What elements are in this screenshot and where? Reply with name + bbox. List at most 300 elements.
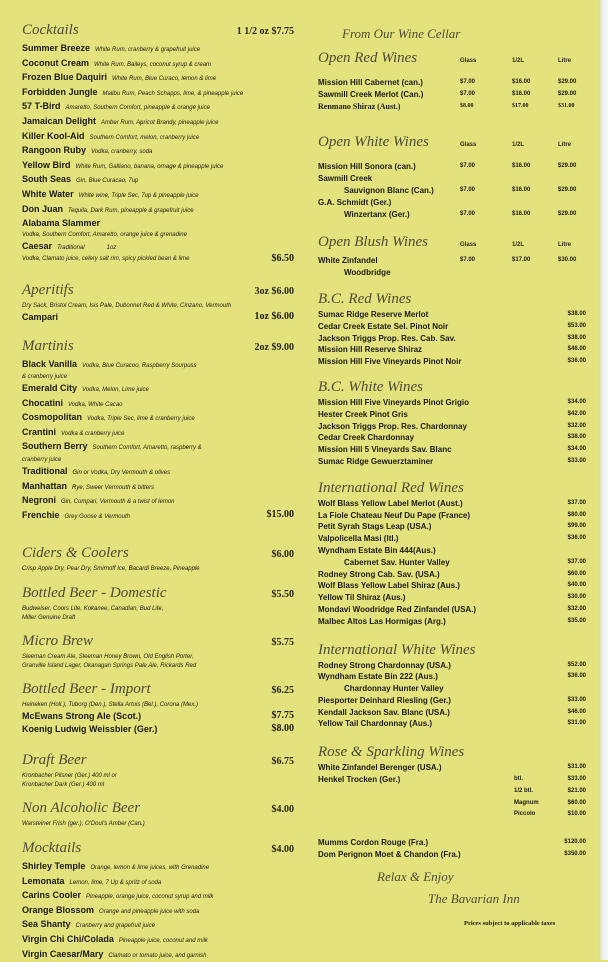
wine-row bbox=[318, 89, 590, 101]
wine-price: $60.00 bbox=[567, 570, 586, 577]
menu-item-continued bbox=[22, 455, 294, 465]
item-name: Cosmopolitan bbox=[22, 412, 82, 423]
wine-row bbox=[318, 786, 590, 798]
item-name: Rangoon Ruby bbox=[22, 145, 86, 156]
wine-price-glass: $7.00 bbox=[460, 163, 476, 170]
non-alcoholic-beer-section bbox=[22, 798, 294, 829]
item-description: Southern Comfort, melon, cranberry juice bbox=[89, 134, 200, 141]
item-size: 1oz bbox=[106, 244, 117, 251]
item-text bbox=[22, 710, 266, 723]
item-name: Killer Kool-Aid bbox=[22, 130, 85, 141]
ciders-section bbox=[22, 543, 294, 574]
item-text bbox=[22, 144, 288, 159]
bc_white-heading bbox=[318, 377, 590, 397]
wine-name: Jackson Triggs Prop. Res. Chardonnay bbox=[318, 421, 467, 431]
nonalc-price: $4.00 bbox=[271, 804, 294, 816]
menu-item bbox=[22, 173, 294, 188]
item-description: Vodka, White Cacao bbox=[68, 401, 123, 408]
open_white-heading bbox=[318, 132, 590, 155]
wine-bottle-size: btl. bbox=[514, 776, 523, 783]
item-text bbox=[22, 480, 288, 495]
import-description: Heineken (Holl.), Tuborg (Den.), Stella Artois (Bel.), Corona (Mex.) bbox=[22, 702, 199, 709]
item-text bbox=[22, 465, 288, 480]
wine-name: Cedar Creek Chardonnay bbox=[318, 433, 415, 443]
wine-name: Renmano Shiraz (Aust.) bbox=[318, 101, 401, 111]
item-text bbox=[22, 57, 288, 72]
cocktails-section bbox=[22, 20, 294, 264]
item-name: Traditional bbox=[22, 466, 68, 477]
column-header-glass: Glass bbox=[460, 142, 477, 149]
menu-item bbox=[22, 509, 294, 524]
wine-name: Petit Syrah Stags Leap (USA.) bbox=[318, 522, 432, 532]
item-text bbox=[22, 203, 288, 218]
cocktails-title: Cocktails bbox=[22, 22, 79, 38]
intl_red-title: International Red Wines bbox=[318, 479, 464, 496]
wine-price: $33.00 bbox=[567, 696, 586, 703]
item-description: Southern Comfort, Amaretto, raspberry & bbox=[92, 445, 202, 452]
wine-name: Cabernet Sav. Hunter Valley bbox=[344, 557, 450, 567]
wine-row bbox=[318, 510, 590, 522]
item-description: Pineapple, orange juice, coconut syrup and milk bbox=[86, 894, 214, 901]
wine-name bbox=[318, 809, 514, 821]
menu-item bbox=[22, 358, 294, 373]
wine-name: Rodney Strong Cab. Sav. (USA.) bbox=[318, 569, 440, 579]
item-text bbox=[22, 159, 288, 174]
menu-item bbox=[22, 115, 294, 130]
item-description: White Rum, cranberry & grapefruit juice bbox=[95, 47, 201, 53]
item-name: Don Juan bbox=[22, 203, 64, 214]
wine-row bbox=[318, 837, 590, 849]
menu-item bbox=[22, 426, 294, 441]
wine-price-half-litre bbox=[512, 267, 558, 279]
item-description-cont: & cranberry juice bbox=[22, 374, 68, 381]
wine-price: $40.00 bbox=[567, 582, 586, 589]
item-description: Vodka, Blue Curacoo, Raspberry Sourpuss bbox=[82, 362, 197, 369]
item-description: Vodka & cranberry juice bbox=[61, 430, 125, 437]
item-description: Vodka, Triple Sec, lime & cranberry juice bbox=[87, 416, 195, 423]
wine-row bbox=[318, 255, 590, 267]
aperitifs-price: 3oz $6.00 bbox=[254, 286, 294, 298]
item-text bbox=[22, 918, 288, 933]
wine-name: Woodbridge bbox=[344, 268, 391, 278]
wine-price: $46.00 bbox=[567, 346, 586, 353]
draft-description: Kronbacher Pilsner (Ger.) 400 ml or bbox=[22, 773, 117, 780]
ciders-title: Ciders & Coolers bbox=[22, 545, 129, 562]
menu-item bbox=[22, 217, 294, 230]
draft-title: Draft Beer bbox=[22, 752, 87, 769]
wine-bottle-size: Magnum bbox=[514, 799, 539, 806]
item-description: Orange and pineapple juice with soda bbox=[99, 908, 200, 915]
wine-row bbox=[318, 671, 590, 683]
menu-item bbox=[22, 494, 294, 509]
item-text bbox=[22, 889, 288, 904]
international-red-wines-section bbox=[318, 478, 590, 628]
wine-name: Henkel Trocken (Ger.) bbox=[318, 775, 401, 785]
intl_white-title: International White Wines bbox=[318, 641, 476, 658]
wine-row bbox=[318, 498, 590, 510]
menu-item bbox=[22, 159, 294, 174]
wine-price: $21.00 bbox=[567, 787, 586, 794]
item-description-cont: cranberry juice bbox=[22, 457, 62, 464]
item-name: Summer Breeze bbox=[22, 43, 91, 53]
item-description: Orange, lemon & lime juices, with Grenadine bbox=[90, 864, 210, 871]
nonalc-heading bbox=[22, 798, 294, 820]
domestic-heading bbox=[22, 583, 294, 605]
wine-price: $30.00 bbox=[567, 594, 586, 601]
wine-name: Valpolicella Masi (Itl.) bbox=[318, 534, 399, 544]
wine-price: $60.00 bbox=[567, 799, 586, 806]
item-description: Vodka, cranberry, soda bbox=[91, 149, 153, 156]
wine-name: Wyndham Estate Bin 222 (Aus.) bbox=[318, 672, 438, 682]
wine-name: Piesporter Deinhard Riesling (Ger.) bbox=[318, 695, 451, 705]
menu-item-continued bbox=[22, 254, 294, 264]
wine-row bbox=[318, 209, 590, 221]
wine-price-half-litre: $16.00 bbox=[512, 210, 531, 217]
wine-name: Yellow Tail Chardonnay (Aus.) bbox=[318, 719, 433, 729]
wine-row bbox=[318, 545, 590, 557]
item-text bbox=[22, 358, 288, 373]
wine-price-half-litre: $16.00 bbox=[512, 79, 531, 85]
menu-item bbox=[22, 311, 294, 324]
micro-brew-section bbox=[22, 631, 294, 670]
item-price: $6.50 bbox=[271, 253, 294, 265]
wine-price-half-litre bbox=[512, 197, 558, 209]
item-text bbox=[22, 130, 288, 145]
item-description: Vodka, Melon, Lime juice bbox=[82, 387, 149, 394]
bc_white-title: B.C. White Wines bbox=[318, 378, 423, 395]
item-description: Cranberry and grapefruit juice bbox=[75, 923, 155, 930]
wine-row bbox=[318, 421, 590, 433]
relax-enjoy: Relax & Enjoy bbox=[377, 868, 454, 884]
micro-description: Sleeman Cream Ale, Sleeman Honey Brown, Old English Porter, bbox=[22, 654, 194, 661]
item-description: White Rum, Blue Curaco, lemon & lime bbox=[112, 76, 217, 83]
martinis-section bbox=[22, 336, 294, 524]
wine-row bbox=[318, 409, 590, 421]
item-description: White Rum, Galliano, banana, ornage & pineapple juice bbox=[75, 163, 224, 170]
item-description: Clamato or tomato juice, and garnish bbox=[108, 952, 207, 959]
item-description: Gin, Compari, Vermouth & a twist of lemon bbox=[61, 499, 175, 506]
item-name: Crantini bbox=[22, 426, 57, 437]
wine-row bbox=[318, 809, 590, 821]
item-name: Alabama Slammer bbox=[22, 218, 101, 229]
import-beer-section bbox=[22, 679, 294, 735]
wine-price bbox=[550, 683, 590, 695]
wine-row bbox=[318, 101, 590, 113]
wine-row bbox=[318, 397, 590, 409]
import-heading bbox=[22, 679, 294, 701]
wine-price-litre bbox=[558, 267, 590, 279]
item-name: Chocatini bbox=[22, 397, 64, 408]
item-text bbox=[22, 440, 288, 455]
wine-price: $42.00 bbox=[567, 410, 586, 417]
cocktails-price: 1 1/2 oz $7.75 bbox=[236, 26, 294, 37]
micro-price: $5.75 bbox=[271, 637, 294, 649]
import-price: $6.25 bbox=[271, 685, 294, 697]
wine-price: $37.00 bbox=[567, 499, 586, 506]
wine-name: G.A. Schmidt (Ger.) bbox=[318, 197, 392, 207]
wine-price-half-litre: $16.00 bbox=[512, 90, 531, 97]
wine-row bbox=[318, 161, 590, 173]
wine-row bbox=[318, 309, 590, 321]
wine-name: Sawmill Creek Merlot (Can.) bbox=[318, 89, 424, 99]
item-name: Virgin Chi Chi/Colada bbox=[22, 933, 114, 944]
wine-price-glass: $7.00 bbox=[460, 90, 476, 97]
wine-price: $350.00 bbox=[564, 851, 586, 858]
wine-price-glass: $7.00 bbox=[460, 257, 476, 264]
item-name: Sea Shanty bbox=[22, 919, 71, 930]
item-name: Coconut Cream bbox=[22, 57, 90, 68]
menu-item bbox=[22, 382, 294, 397]
item-description: Lemon, lime, 7 Up & spritz of soda bbox=[69, 879, 162, 886]
wine-price-glass: $8.00 bbox=[460, 102, 474, 109]
wine-price-litre: $29.00 bbox=[558, 79, 577, 85]
martinis-price: 2oz $9.00 bbox=[254, 341, 294, 353]
bc-white-wines-section bbox=[318, 377, 590, 468]
item-name: Forbidden Jungle bbox=[22, 86, 98, 97]
wine-name: Cedar Creek Estate Sel. Pinot Noir bbox=[318, 321, 449, 331]
item-description: Amber Rum, Apricot Brandy, pineapple juice bbox=[101, 119, 219, 126]
aperitifs-title: Aperitifs bbox=[22, 282, 74, 299]
wine-name: Mission Hill Reserve Shiraz bbox=[318, 345, 423, 355]
wine-cellar-title: From Our Wine Cellar bbox=[342, 26, 461, 41]
item-text bbox=[22, 875, 288, 890]
item-description: Traditional bbox=[57, 244, 85, 251]
micro-heading bbox=[22, 631, 294, 653]
item-name: Jamaican Delight bbox=[22, 115, 97, 126]
column-header-litre: Litre bbox=[558, 58, 572, 64]
micro-description-2: Granville Island Lager, Okanagan Springs Pale Ale, Rickards Red bbox=[22, 662, 197, 669]
item-text bbox=[22, 904, 288, 919]
wine-name: Wolf Blass Yellow Label Merlot (Aust.) bbox=[318, 498, 463, 508]
wine-name: Kendall Jackson Sav. Blanc (USA.) bbox=[318, 707, 450, 717]
wine-price: $38.00 bbox=[567, 434, 586, 441]
wine-price: $36.00 bbox=[567, 535, 586, 542]
column-header-glass: Glass bbox=[460, 58, 477, 64]
wine-price: $35.00 bbox=[567, 617, 586, 624]
wine-price-half-litre: $17.00 bbox=[512, 257, 531, 264]
item-name: Campari bbox=[22, 311, 59, 322]
wine-row bbox=[318, 707, 590, 719]
open_red-heading bbox=[318, 48, 590, 71]
wine-name: White Zinfandel Berenger (USA.) bbox=[318, 763, 442, 773]
wine-name bbox=[318, 798, 514, 810]
menu-item bbox=[22, 86, 294, 101]
aperitifs-section bbox=[22, 280, 294, 323]
wine-price-litre: $31.00 bbox=[558, 102, 575, 109]
open-red-wines-section bbox=[318, 48, 590, 112]
item-name: White Water bbox=[22, 188, 74, 199]
wine-row bbox=[318, 77, 590, 89]
wine-price: $36.00 bbox=[567, 358, 586, 365]
column-header-half: 1/2L bbox=[512, 242, 525, 249]
item-text bbox=[22, 71, 288, 86]
page-edge bbox=[599, 0, 608, 960]
wine-row bbox=[318, 456, 590, 468]
cocktails-heading bbox=[22, 20, 294, 42]
menu-item bbox=[22, 465, 294, 480]
column-header-glass: Glass bbox=[460, 242, 477, 249]
wine-name: Chardonnay Hunter Valley bbox=[344, 684, 444, 694]
wine-row bbox=[318, 185, 590, 197]
item-text bbox=[22, 188, 288, 203]
mocktails-price: $4.00 bbox=[271, 843, 294, 855]
ciders-description: Crisp Apple Dry, Pear Dry, Smirnoff Ice, Bacardi Breeze, Pineapple bbox=[22, 566, 200, 573]
wine-price-glass bbox=[460, 197, 512, 209]
wine-name: Mondavi Woodridge Red Zinfandel (USA.) bbox=[318, 604, 477, 614]
wine-cellar-title-wrap bbox=[318, 24, 590, 44]
item-description: White Rum, Baileys, coconut syrup & cream bbox=[94, 61, 212, 68]
menu-item bbox=[22, 397, 294, 412]
menu-item bbox=[22, 480, 294, 495]
item-description-cont: Vodka, Clamato juice, celery salt rim, spicy pickled bean & lime bbox=[22, 256, 190, 263]
item-text bbox=[22, 860, 288, 875]
mocktails-title: Mocktails bbox=[22, 839, 82, 856]
menu-item bbox=[22, 875, 294, 890]
wine-price-half-litre: $16.00 bbox=[512, 163, 531, 170]
wine-price-half-litre bbox=[512, 173, 558, 185]
wine-price: $37.00 bbox=[567, 558, 586, 565]
wine-price-litre: $29.00 bbox=[558, 163, 577, 170]
ciders-price: $6.00 bbox=[271, 549, 294, 561]
wine-row bbox=[318, 533, 590, 545]
nonalc-title: Non Alcoholic Beer bbox=[22, 800, 141, 817]
wine-price: $80.00 bbox=[567, 511, 586, 518]
wine-row bbox=[318, 521, 590, 533]
item-name: Black Vanilla bbox=[22, 358, 78, 369]
menu-item bbox=[22, 860, 294, 875]
column-header-litre: Litre bbox=[558, 242, 572, 249]
item-text bbox=[22, 933, 288, 948]
item-name: Frozen Blue Daquiri bbox=[22, 72, 108, 83]
wine-name: Malbec Altos Las Hormigas (Arg.) bbox=[318, 616, 446, 626]
wine-row bbox=[318, 695, 590, 707]
domestic-beer-section bbox=[22, 583, 294, 622]
wine-price-half-litre: $17.00 bbox=[512, 102, 529, 109]
rose-heading bbox=[318, 742, 590, 762]
wine-name: Dom Perignon Moet & Chandon (Fra.) bbox=[318, 850, 461, 860]
domestic-title: Bottled Beer - Domestic bbox=[22, 585, 167, 602]
menu-item-continued bbox=[22, 372, 294, 382]
wine-price-litre bbox=[558, 197, 590, 209]
domestic-price: $5.50 bbox=[271, 589, 294, 601]
item-name: Virgin Caesar/Mary bbox=[22, 948, 104, 959]
item-text bbox=[22, 311, 249, 324]
right-column bbox=[318, 24, 590, 929]
wine-name: Winzertanx (Ger.) bbox=[344, 209, 410, 219]
item-description: Gin or Vodka, Dry Vermouth & olives bbox=[72, 470, 171, 477]
wine-price-litre bbox=[558, 173, 590, 185]
wine-name: Sauvignon Blanc (Can.) bbox=[344, 185, 434, 195]
intl_red-heading bbox=[318, 478, 590, 498]
item-text bbox=[22, 240, 288, 255]
item-name: 57 T-Bird bbox=[22, 101, 61, 112]
item-name: Carins Cooler bbox=[22, 890, 82, 901]
aperitifs-heading bbox=[22, 280, 294, 302]
wine-bottle-size: 1/2 btl. bbox=[514, 787, 534, 794]
wine-row bbox=[318, 798, 590, 810]
item-name: South Seas bbox=[22, 174, 72, 185]
item-text bbox=[22, 723, 266, 736]
international-white-wines-section bbox=[318, 640, 590, 731]
open_blush-heading bbox=[318, 232, 590, 255]
wine-price: $31.00 bbox=[567, 764, 586, 771]
champagne-section bbox=[318, 837, 590, 861]
item-description: Amaretto, Southern Comfort, pineapple & orange juice bbox=[65, 105, 210, 112]
wine-name: Mission Hill 5 Vineyards Sav. Blanc bbox=[318, 445, 452, 455]
wine-name: Wolf Blass Yellow Label Shiraz (Aus.) bbox=[318, 581, 460, 591]
wine-price: $38.00 bbox=[567, 310, 586, 317]
micro-title: Micro Brew bbox=[22, 633, 93, 650]
martinis-heading bbox=[22, 336, 294, 358]
wine-price: $52.00 bbox=[567, 661, 586, 668]
wine-row bbox=[318, 557, 590, 569]
wine-price-glass: $7.00 bbox=[460, 79, 476, 85]
wine-name: Mumms Cordon Rouge (Fra.) bbox=[318, 838, 429, 848]
wine-row bbox=[318, 569, 590, 581]
wine-price: $120.00 bbox=[564, 839, 586, 846]
item-name: Shirley Temple bbox=[22, 860, 86, 871]
menu-item bbox=[22, 100, 294, 115]
menu-item bbox=[22, 904, 294, 919]
item-text bbox=[22, 411, 288, 426]
wine-price-glass: $7.00 bbox=[460, 186, 476, 193]
wine-name: Jackson Triggs Prop. Res. Cab. Sav. bbox=[318, 333, 456, 343]
wine-name: Rodney Strong Chardonnay (USA.) bbox=[318, 660, 451, 670]
item-name: Caesar bbox=[22, 240, 53, 251]
item-text bbox=[22, 494, 288, 509]
item-text bbox=[22, 86, 288, 101]
taxes-note: Prices subject to applicable taxes bbox=[464, 919, 556, 927]
wine-price: $34.00 bbox=[567, 398, 586, 405]
menu-item bbox=[22, 933, 294, 948]
relax-enjoy-text bbox=[318, 867, 590, 887]
menu-item bbox=[22, 710, 294, 723]
item-text bbox=[22, 100, 288, 115]
wine-row bbox=[318, 604, 590, 616]
draft-beer-section bbox=[22, 750, 294, 789]
item-name: Orange Blossom bbox=[22, 904, 95, 915]
wine-price: $46.00 bbox=[567, 708, 586, 715]
wine-price-glass bbox=[460, 173, 512, 185]
wine-price-half-litre: $16.00 bbox=[512, 186, 531, 193]
wine-price: $10.00 bbox=[567, 811, 586, 818]
intl_white-heading bbox=[318, 640, 590, 660]
wine-price: $32.00 bbox=[567, 422, 586, 429]
item-description-cont: Vodka, Southern Comfort, Amaretto, orange juice & grenadine bbox=[22, 231, 187, 238]
wine-name bbox=[318, 786, 514, 798]
wine-row bbox=[318, 592, 590, 604]
wine-name: Sumac Ridge Gewuerztaminer bbox=[318, 456, 434, 466]
wine-price: $53.00 bbox=[567, 322, 586, 329]
mocktails-section bbox=[22, 838, 294, 962]
menu-item bbox=[22, 203, 294, 218]
wine-price-litre: $29.00 bbox=[558, 90, 577, 97]
wine-bottle-size: Piccolo bbox=[514, 811, 536, 818]
item-text bbox=[22, 115, 288, 130]
menu-item bbox=[22, 57, 294, 72]
wine-row bbox=[318, 267, 590, 279]
wine-price: $38.00 bbox=[567, 334, 586, 341]
draft-description-2: Kronbacher Dark (Ger.) 400 ml bbox=[22, 781, 105, 788]
bc_red-heading bbox=[318, 289, 590, 309]
aperitifs-description: Dry Sack, Bristol Cream, Isis Pale, Dubonnet Red & White, Cinzano, Vermouth bbox=[22, 303, 232, 310]
column-header-litre: Litre bbox=[558, 142, 572, 149]
wine-row bbox=[318, 333, 590, 345]
item-name: Lemonata bbox=[22, 875, 65, 886]
item-text bbox=[22, 42, 288, 57]
wine-name: White Zinfandel bbox=[318, 256, 378, 266]
item-name: Koenig Ludwig Weissbier (Ger.) bbox=[22, 723, 158, 734]
